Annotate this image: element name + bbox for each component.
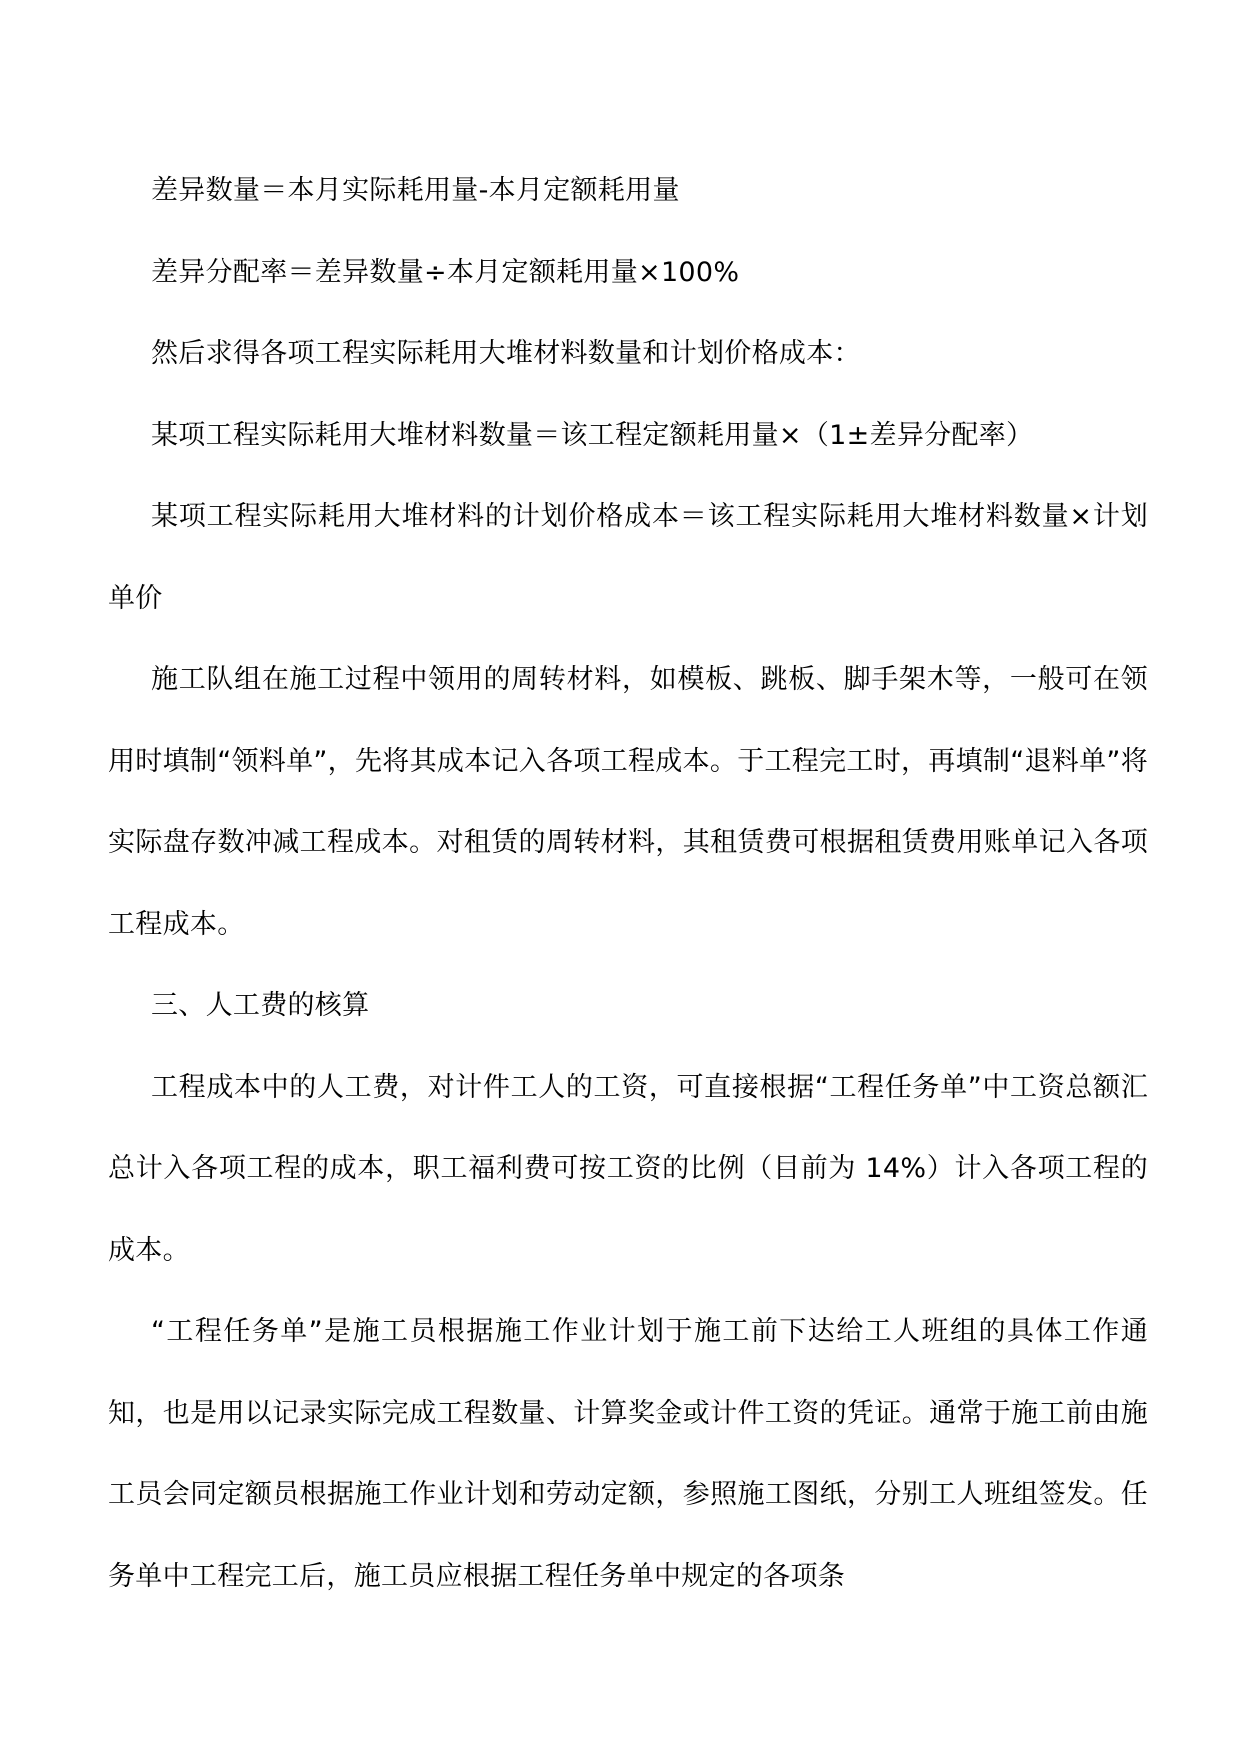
formula-variance-quantity: 差异数量＝本月实际耗用量-本月定额耗用量	[151, 175, 680, 206]
paragraph-labor-cost: 工程成本中的人工费，对计件工人的工资，可直接根据“工程任务单”中工资总额汇总计入各项工程的成本，职工福利费可按工资的比例（目前为 14%）计入各项工程的成本。	[108, 1071, 1148, 1266]
formula-actual-quantity: 某项工程实际耗用大堆材料数量＝该工程定额耗用量×（1±差异分配率）	[151, 419, 1034, 451]
formula-planned-cost: 某项工程实际耗用大堆材料的计划价格成本＝该工程实际耗用大堆材料数量×计划单价	[108, 501, 1148, 614]
paragraph-revolving-materials: 施工队组在施工过程中领用的周转材料，如模板、跳板、脚手架木等，一般可在领用时填制“领料单”，先将其成本记入各项工程成本。于工程完工时，再填制“退料单”将实际盘存数冲减工程成本。对租赁的周转材料，其租赁费可根据租赁费用账单记入各项工程成本。	[108, 664, 1148, 940]
formula-variance-rate: 差异分配率＝差异数量÷本月定额耗用量×100%	[151, 256, 740, 288]
paragraph-intro-cost: 然后求得各项工程实际耗用大堆材料数量和计划价格成本：	[151, 338, 861, 369]
document-body	[108, 150, 1148, 1617]
paragraph-task-order: “工程任务单”是施工员根据施工作业计划于施工前下达给工人班组的具体工作通知，也是用以记录实际完成工程数量、计算奖金或计件工资的凭证。通常于施工前由施工员会同定额员根据施工作业计划和劳动定额，参照施工图纸，分别工人班组签发。任务单中工程完工后，施工员应根据工程任务单中规定的各项条	[108, 1316, 1148, 1592]
section-heading-labor-cost: 三、人工费的核算	[151, 990, 370, 1021]
